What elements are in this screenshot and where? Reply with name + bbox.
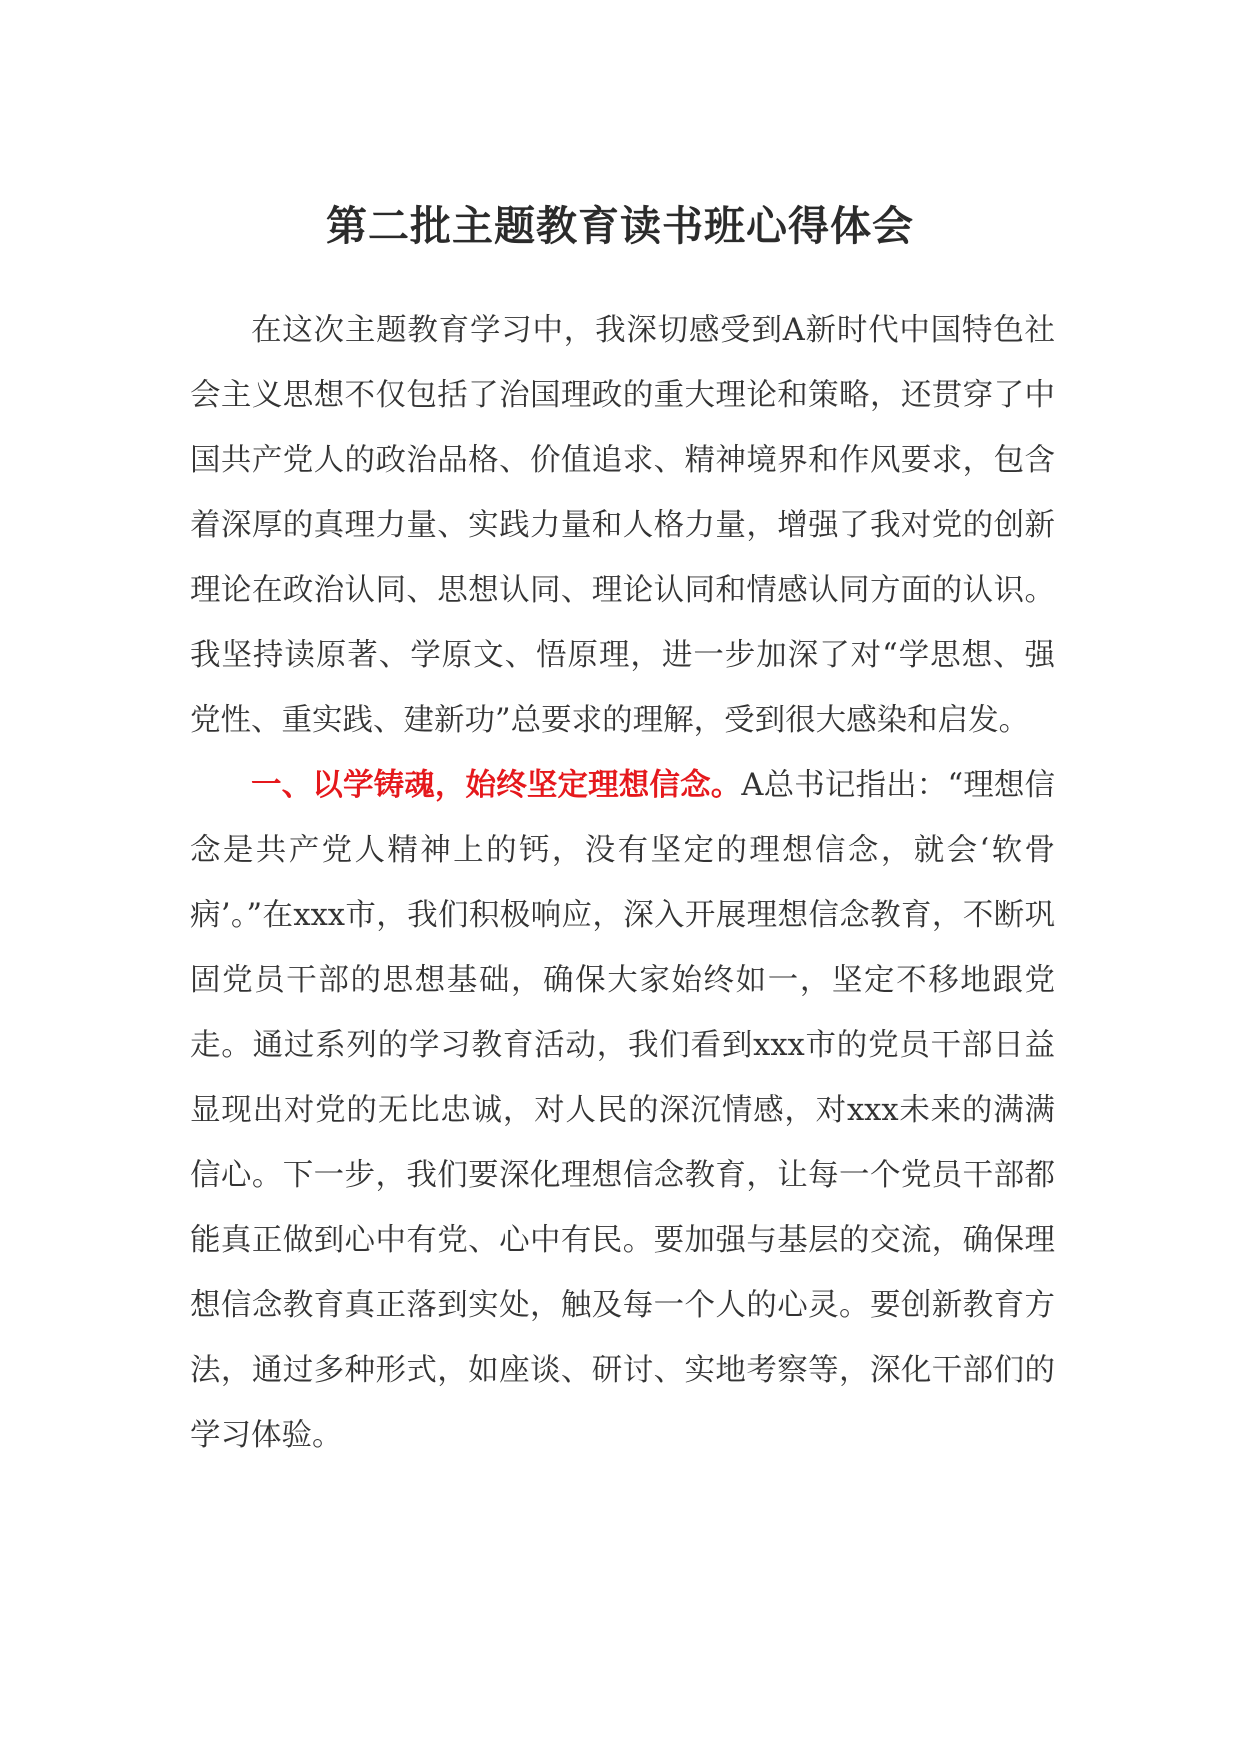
section-1-heading: 一、以学铸魂，始终坚定理想信念。 (251, 768, 742, 803)
document-title: 第二批主题教育读书班心得体会 (326, 202, 914, 250)
section-1-text: A总书记指出：“理想信念是共产党人精神上的钙，没有坚定的理想信念，就会‘软骨病’。”在xxx市，我们积极响应，深入开展理想信念教育，不断巩固党员干部的思想基础，确保大家始终如一，坚定不移地跟党走。通过系列的学习教育活动，我们看到xxx市的党员干部日益显现出对党的无比忠诚，对人民的深沉情感，对xxx未来的满满信心。下一步，我们要深化理想信念教育，让每一个党员干部都能真正做到心中有党、心中有民。要加强与基层的交流，确保理想信念教育真正落到实处，触及每一个人的心灵。要创新教育方法，通过多种形式，如座谈、研讨、实地考察等，深化干部们的学习体验。 (190, 768, 1055, 1453)
section-1-paragraph (190, 753, 1055, 1468)
document-body (190, 298, 1055, 1468)
intro-paragraph: 在这次主题教育学习中，我深切感受到A新时代中国特色社会主义思想不仅包括了治国理政的重大理论和策略，还贯穿了中国共产党人的政治品格、价值追求、精神境界和作风要求，包含着深厚的真理力量、实践力量和人格力量，增强了我对党的创新理论在政治认同、思想认同、理论认同和情感认同方面的认识。我坚持读原著、学原文、悟原理，进一步加深了对“学思想、强党性、重实践、建新功”总要求的理解，受到很大感染和启发。 (190, 313, 1055, 738)
